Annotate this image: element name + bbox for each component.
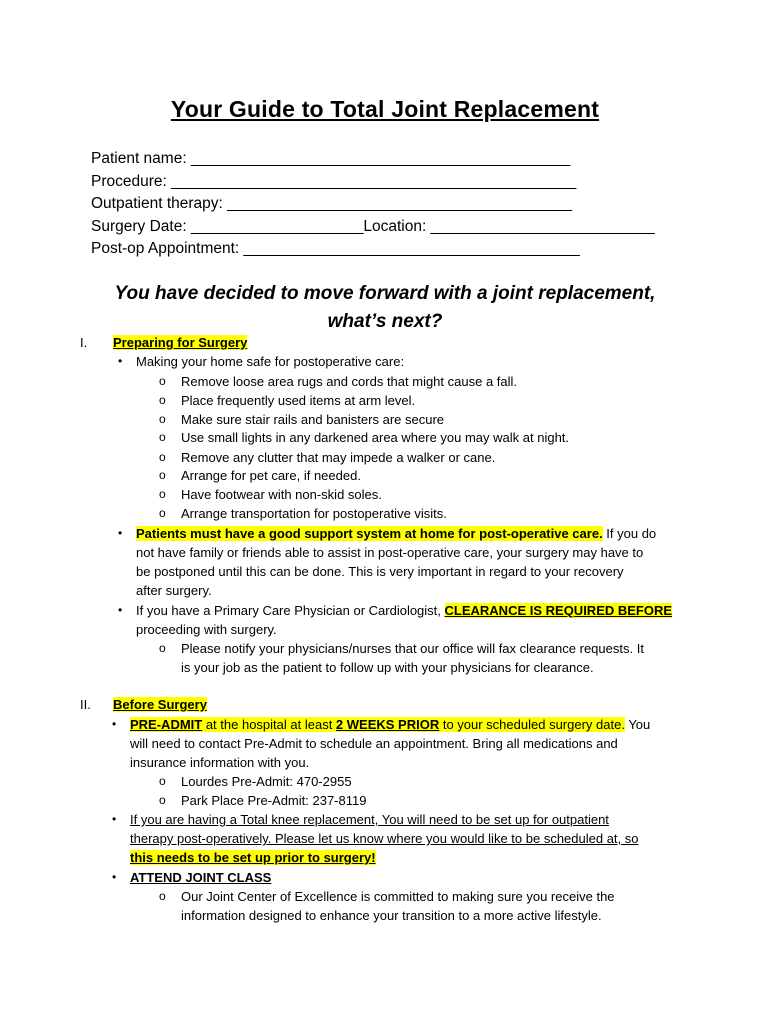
list-item: Use small lights in any darkened area where you may walk at night. [181, 430, 570, 445]
surgery-date-location-field: Surgery Date: ____________________Location: __________________________ [91, 217, 655, 235]
support-system-line-2: not have family or friends able to assist in post-operative care, your surgery may have to [136, 545, 644, 560]
knee-therapy-line-3: this needs to be set up prior to surgery! [130, 850, 376, 865]
clearance-highlight: CLEARANCE IS REQUIRED BEFORE [444, 603, 673, 618]
joint-class-line-1: Our Joint Center of Excellence is committed to making sure you receive the [181, 889, 615, 904]
bullet-marker: • [112, 812, 117, 826]
list-item: Park Place Pre-Admit: 237-8119 [181, 793, 367, 808]
bullet-marker: • [118, 603, 123, 617]
section-numeral: I. [80, 335, 88, 350]
bullet-marker: • [118, 354, 123, 368]
list-item: Have footwear with non-skid soles. [181, 487, 382, 502]
pre-admit-label: PRE-ADMIT [130, 717, 203, 732]
support-system-line-3: be postponed until this can be done. This is very important in regard to your recovery [136, 564, 624, 579]
list-item: Lourdes Pre-Admit: 470-2955 [181, 774, 352, 789]
list-item: Arrange for pet care, if needed. [181, 468, 361, 483]
support-system-highlight: Patients must have a good support system at home for post-operative care. [136, 526, 603, 541]
bullet-clearance [136, 603, 672, 618]
circle-marker: o [159, 774, 166, 788]
outpatient-therapy-field: Outpatient therapy: ________________________________________ [91, 195, 572, 212]
clearance-sub-line-2: is your job as the patient to follow up with your physicians for clearance. [181, 660, 594, 675]
section-title: Preparing for Surgery [113, 335, 248, 350]
knee-therapy-line-1: If you are having a Total knee replacement, You will need to be set up for outpatient [130, 812, 609, 827]
pre-admit-mid-2: to your scheduled surgery date. [439, 717, 625, 732]
circle-marker: o [159, 450, 166, 464]
bullet-marker: • [118, 526, 123, 540]
circle-marker: o [159, 468, 166, 482]
headline-line-2: what’s next? [327, 311, 443, 332]
postop-appointment-field: Post-op Appointment: _______________________________________ [91, 240, 580, 257]
list-item: Remove loose area rugs and cords that might cause a fall. [181, 374, 518, 389]
headline-line-1: You have decided to move forward with a joint replacement, [114, 283, 656, 304]
section-headline [80, 280, 690, 336]
joint-class-line-2: information designed to enhance your transition to a more active lifestyle. [181, 908, 602, 923]
support-system-text: If you do [602, 526, 657, 541]
page-title: Your Guide to Total Joint Replacement [170, 96, 600, 122]
bullet-pre-admit [130, 717, 650, 732]
bullet-home-safety: Making your home safe for postoperative care: [136, 354, 405, 369]
clearance-sub-line-1: Please notify your physicians/nurses that our office will fax clearance requests. It [181, 641, 644, 656]
procedure-field: Procedure: _______________________________________________ [91, 172, 577, 190]
patient-fields [91, 148, 655, 261]
circle-marker: o [159, 487, 166, 501]
list-item: Place frequently used items at arm level. [181, 393, 416, 408]
list-item: Remove any clutter that may impede a walker or cane. [181, 450, 496, 465]
circle-marker: o [159, 793, 166, 807]
bullet-marker: • [112, 870, 117, 884]
circle-marker: o [159, 374, 166, 388]
clearance-line-2: proceeding with surgery. [136, 622, 277, 637]
bullet-support-system [136, 526, 656, 541]
bullet-marker: • [112, 717, 117, 731]
circle-marker: o [159, 641, 166, 655]
circle-marker: o [159, 889, 166, 903]
circle-marker: o [159, 412, 166, 426]
support-system-line-4: after surgery. [136, 583, 212, 598]
list-item: Make sure stair rails and banisters are secure [181, 412, 445, 427]
knee-therapy-line-2: therapy post-operatively. Please let us know where you would like to be scheduled at, so [130, 831, 639, 846]
circle-marker: o [159, 506, 166, 520]
pre-admit-line-2: will need to contact Pre-Admit to schedule an appointment. Bring all medications and [130, 736, 618, 751]
section-title: Before Surgery [113, 697, 207, 712]
section-numeral: II. [80, 697, 91, 712]
pre-admit-rest: You [624, 717, 651, 732]
list-item: Arrange transportation for postoperative visits. [181, 506, 447, 521]
circle-marker: o [159, 393, 166, 407]
joint-class-title: ATTEND JOINT CLASS [130, 870, 272, 885]
clearance-text: If you have a Primary Care Physician or Cardiologist, [136, 603, 445, 618]
weeks-prior-label: 2 WEEKS PRIOR [335, 717, 440, 732]
pre-admit-highlight [130, 717, 625, 732]
patient-name-field: Patient name: ____________________________________________ [91, 150, 571, 167]
pre-admit-mid-1: at the hospital at least [202, 717, 336, 732]
circle-marker: o [159, 430, 166, 444]
pre-admit-line-3: insurance information with you. [130, 755, 310, 770]
